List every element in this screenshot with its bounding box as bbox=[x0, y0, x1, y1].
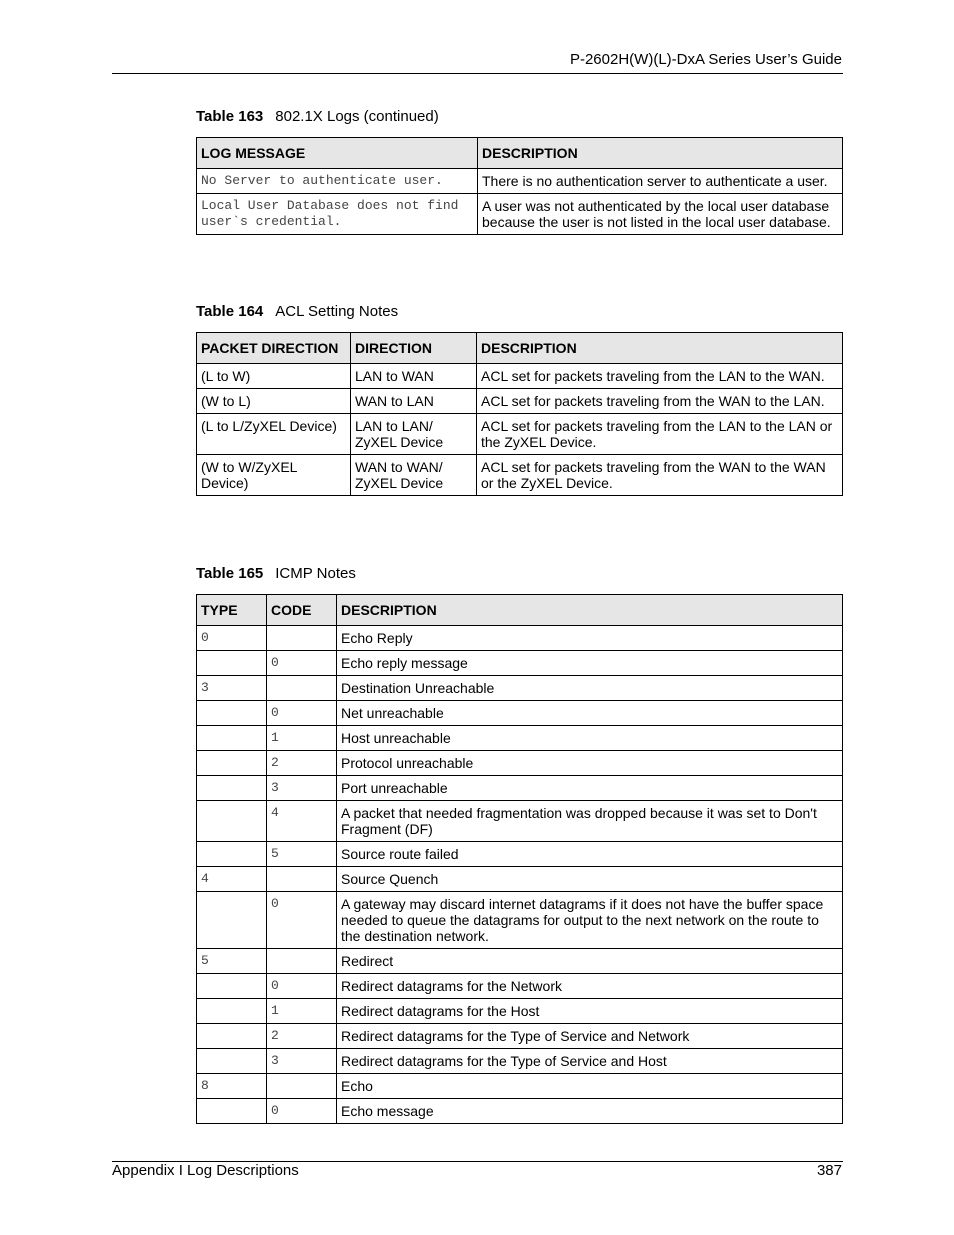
table-header-row bbox=[197, 333, 843, 364]
column-header: CODE bbox=[267, 595, 337, 626]
column-header: PACKET DIRECTION bbox=[197, 333, 351, 364]
page-number: 387 bbox=[816, 1162, 842, 1179]
table-row bbox=[197, 701, 843, 726]
description-cell: Echo Reply bbox=[337, 626, 843, 651]
type-cell bbox=[197, 651, 267, 676]
type-cell: 4 bbox=[197, 867, 267, 892]
code-cell bbox=[267, 867, 337, 892]
code-cell: 5 bbox=[267, 842, 337, 867]
description-cell: A user was not authenticated by the local user database because the user is not listed in the local user database. bbox=[478, 194, 843, 235]
table-row bbox=[197, 999, 843, 1024]
description-cell: Redirect bbox=[337, 949, 843, 974]
code-cell: 1 bbox=[267, 726, 337, 751]
table-row bbox=[197, 726, 843, 751]
description-cell: There is no authentication server to authenticate a user. bbox=[478, 169, 843, 194]
packet-direction-cell: (W to L) bbox=[197, 389, 351, 414]
table-row bbox=[197, 414, 843, 455]
table-row bbox=[197, 974, 843, 999]
table-number: Table 163 bbox=[196, 108, 264, 125]
table-row bbox=[197, 949, 843, 974]
table-row bbox=[197, 892, 843, 949]
direction-cell: WAN to LAN bbox=[351, 389, 477, 414]
table-row bbox=[197, 194, 843, 235]
description-cell: A packet that needed fragmentation was dropped because it was set to Don't Fragment (DF) bbox=[337, 801, 843, 842]
table-row bbox=[197, 364, 843, 389]
table-row bbox=[197, 651, 843, 676]
code-cell: 3 bbox=[267, 776, 337, 801]
packet-direction-cell: (L to L/ZyXEL Device) bbox=[197, 414, 351, 455]
table-row bbox=[197, 389, 843, 414]
description-cell: Net unreachable bbox=[337, 701, 843, 726]
log-message-cell: No Server to authenticate user. bbox=[197, 169, 478, 194]
direction-cell: LAN to WAN bbox=[351, 364, 477, 389]
type-cell: 8 bbox=[197, 1074, 267, 1099]
table-row bbox=[197, 751, 843, 776]
description-cell: Destination Unreachable bbox=[337, 676, 843, 701]
type-cell bbox=[197, 1024, 267, 1049]
column-header: TYPE bbox=[197, 595, 267, 626]
running-header: P-2602H(W)(L)-DxA Series User’s Guide bbox=[569, 51, 842, 68]
table-row bbox=[197, 842, 843, 867]
type-cell bbox=[197, 1099, 267, 1124]
direction-cell: LAN to LAN/ ZyXEL Device bbox=[351, 414, 477, 455]
code-cell bbox=[267, 676, 337, 701]
type-cell bbox=[197, 999, 267, 1024]
table-164-caption bbox=[196, 303, 398, 320]
table-header-row bbox=[197, 138, 843, 169]
description-cell: Host unreachable bbox=[337, 726, 843, 751]
description-cell: Redirect datagrams for the Host bbox=[337, 999, 843, 1024]
table-header-row bbox=[197, 595, 843, 626]
table-row bbox=[197, 455, 843, 496]
table-row bbox=[197, 676, 843, 701]
description-cell: Port unreachable bbox=[337, 776, 843, 801]
type-cell bbox=[197, 801, 267, 842]
footer-section-title: Appendix I Log Descriptions bbox=[112, 1162, 299, 1179]
column-header: DESCRIPTION bbox=[337, 595, 843, 626]
table-row bbox=[197, 1099, 843, 1124]
type-cell: 3 bbox=[197, 676, 267, 701]
packet-direction-cell: (W to W/ZyXEL Device) bbox=[197, 455, 351, 496]
table-row bbox=[197, 776, 843, 801]
table-icmp-notes bbox=[196, 594, 843, 1124]
code-cell: 0 bbox=[267, 701, 337, 726]
table-802-1x-logs bbox=[196, 137, 843, 235]
type-cell bbox=[197, 974, 267, 999]
table-row bbox=[197, 867, 843, 892]
description-cell: Source Quench bbox=[337, 867, 843, 892]
code-cell: 0 bbox=[267, 1099, 337, 1124]
description-cell: A gateway may discard internet datagrams if it does not have the buffer space needed to queue the datagrams for output to the next network on the route to the destination network. bbox=[337, 892, 843, 949]
code-cell: 4 bbox=[267, 801, 337, 842]
description-cell: Echo bbox=[337, 1074, 843, 1099]
type-cell bbox=[197, 842, 267, 867]
description-cell: Redirect datagrams for the Network bbox=[337, 974, 843, 999]
column-header: LOG MESSAGE bbox=[197, 138, 478, 169]
code-cell: 0 bbox=[267, 974, 337, 999]
description-cell: ACL set for packets traveling from the LAN to the WAN. bbox=[477, 364, 843, 389]
type-cell bbox=[197, 776, 267, 801]
type-cell bbox=[197, 1049, 267, 1074]
type-cell bbox=[197, 892, 267, 949]
table-row bbox=[197, 1074, 843, 1099]
log-message-cell: Local User Database does not find user`s credential. bbox=[197, 194, 478, 235]
table-acl-setting-notes bbox=[196, 332, 843, 496]
table-row bbox=[197, 801, 843, 842]
type-cell bbox=[197, 701, 267, 726]
packet-direction-cell: (L to W) bbox=[197, 364, 351, 389]
direction-cell: WAN to WAN/ ZyXEL Device bbox=[351, 455, 477, 496]
table-number: Table 164 bbox=[196, 303, 264, 320]
column-header: DESCRIPTION bbox=[478, 138, 843, 169]
table-row bbox=[197, 1049, 843, 1074]
code-cell: 2 bbox=[267, 1024, 337, 1049]
description-cell: Redirect datagrams for the Type of Service and Host bbox=[337, 1049, 843, 1074]
code-cell: 0 bbox=[267, 651, 337, 676]
code-cell: 1 bbox=[267, 999, 337, 1024]
header-rule bbox=[112, 73, 843, 74]
description-cell: ACL set for packets traveling from the WAN to the LAN. bbox=[477, 389, 843, 414]
type-cell bbox=[197, 726, 267, 751]
table-165-caption bbox=[196, 565, 356, 582]
code-cell: 2 bbox=[267, 751, 337, 776]
table-row bbox=[197, 169, 843, 194]
table-title: ICMP Notes bbox=[275, 565, 356, 582]
column-header: DESCRIPTION bbox=[477, 333, 843, 364]
type-cell bbox=[197, 751, 267, 776]
code-cell bbox=[267, 626, 337, 651]
table-163-caption bbox=[196, 108, 439, 125]
code-cell bbox=[267, 949, 337, 974]
description-cell: Echo message bbox=[337, 1099, 843, 1124]
description-cell: ACL set for packets traveling from the WAN to the WAN or the ZyXEL Device. bbox=[477, 455, 843, 496]
description-cell: ACL set for packets traveling from the LAN to the LAN or the ZyXEL Device. bbox=[477, 414, 843, 455]
table-title: 802.1X Logs (continued) bbox=[275, 108, 439, 125]
description-cell: Redirect datagrams for the Type of Service and Network bbox=[337, 1024, 843, 1049]
code-cell: 0 bbox=[267, 892, 337, 949]
table-title: ACL Setting Notes bbox=[275, 303, 399, 320]
column-header: DIRECTION bbox=[351, 333, 477, 364]
description-cell: Protocol unreachable bbox=[337, 751, 843, 776]
description-cell: Source route failed bbox=[337, 842, 843, 867]
code-cell: 3 bbox=[267, 1049, 337, 1074]
type-cell: 5 bbox=[197, 949, 267, 974]
type-cell: 0 bbox=[197, 626, 267, 651]
code-cell bbox=[267, 1074, 337, 1099]
table-row bbox=[197, 626, 843, 651]
table-row bbox=[197, 1024, 843, 1049]
table-number: Table 165 bbox=[196, 565, 264, 582]
description-cell: Echo reply message bbox=[337, 651, 843, 676]
